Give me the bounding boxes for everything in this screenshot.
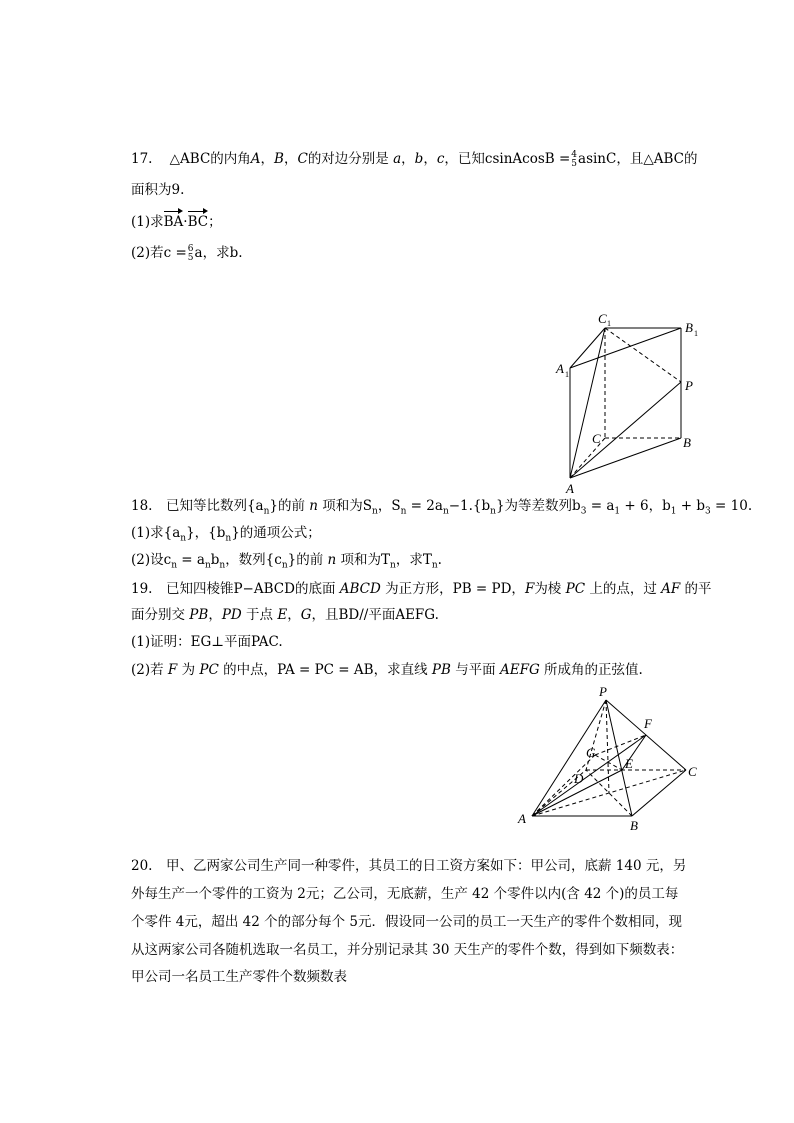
vector-BA: BA [164, 210, 184, 231]
label-C: C [592, 431, 601, 446]
prism-figure [550, 310, 710, 495]
q17-line1: 17. △ABC的内角A，B，C的对边分别是 a，b，c，已知csinAcosB = 4 5 asinC，且△ABC的 [131, 149, 698, 169]
q18-line1: 18. 已知等比数列$\{a_n\}$的前 n 项和为$S_n$，$S_n = 2a_n-1.\{b_n\}$为等差数列$b_3 = a_1 + 6$，$b_1 + b_3 = 10$. [131, 498, 753, 517]
q19-line2: 面分别交 PB，PD 于点 E，G，且BD//平面AEFG. [131, 607, 439, 623]
q20-line4: 从这两家公司各随机选取一名员工，并分别记录其 30 天生产的零件个数，得到如下频数表： [131, 942, 684, 958]
label-B1: B [685, 320, 693, 335]
hidden-edge-A-G [532, 755, 595, 816]
hidden-edge-P-foot [606, 700, 609, 793]
edge-A-P [570, 382, 681, 478]
label-E: E [625, 756, 633, 771]
q20-line2: 外每生产一个零件的工资为 2元；乙公司，无底薪，生产 42 个零件以内(含 42 个)的员工每 [131, 886, 679, 902]
q18-part2: (2)设$c_n = a_nb_n$，数列$\{c_n\}$的前 n 项和为$T_n$，求$T_n$. [131, 552, 442, 571]
label-C1: C [598, 311, 607, 326]
q17-part1: (1)求BA·BC； [131, 210, 222, 231]
label-A1: A [556, 361, 564, 376]
pyramid-figure [510, 682, 710, 837]
q20-line5: 甲公司一名员工生产零件个数频数表 [131, 969, 347, 985]
edge-A1-B1 [570, 328, 681, 368]
hidden-edge-C1-P [605, 328, 681, 382]
label-B: B [683, 435, 691, 450]
label-B1-sub: 1 [694, 329, 698, 338]
label-C2: C [688, 764, 697, 779]
q17-line2: 面积为9. [131, 182, 185, 198]
label-A: A [566, 481, 574, 495]
q17-part2: (2)若c = 6 5 a，求b. [131, 243, 243, 263]
edge-A-C1 [570, 328, 605, 478]
edge-A-B [570, 438, 681, 478]
q20-line1: 20. 甲、乙两家公司生产同一种零件，其员工的日工资方案如下：甲公司，底薪 140 元，另 [131, 858, 687, 874]
fraction-4-5: 4 5 [571, 149, 578, 169]
q20-line3: 个零件 4元，超出 42 个的部分每个 5元．假设同一公司的员工一天生产的零件个数相同，现 [131, 914, 683, 930]
hidden-edge-G-F [595, 735, 646, 755]
q18-part1: (1)求$\{a_n\}$，$\{b_n\}$的通项公式； [131, 525, 321, 544]
q19-part1: (1)证明：EG⊥平面PAC. [131, 634, 283, 650]
label-D: D [574, 771, 584, 786]
label-A1-sub: 1 [565, 370, 569, 379]
q19-line1: 19. 已知四棱锥P−ABCD的底面 ABCD 为正方形，PB = PD，F为棱 PC 上的点，过 AF 的平 [131, 581, 712, 597]
q19-part2: (2)若 F 为 PC 的中点，PA = PC = AB，求直线 PB 与平面 AEFG 所成角的正弦值. [131, 662, 643, 678]
fraction-6-5: 6 5 [187, 243, 194, 263]
label-A2: A [518, 811, 526, 826]
label-P: P [685, 378, 693, 393]
edge-B-C [632, 770, 686, 816]
label-B2: B [630, 818, 638, 833]
label-G: G [586, 745, 596, 760]
vector-BC: BC [188, 210, 209, 231]
label-F: F [644, 716, 652, 731]
label-C1-sub: 1 [607, 319, 611, 328]
label-P2: P [599, 684, 607, 699]
